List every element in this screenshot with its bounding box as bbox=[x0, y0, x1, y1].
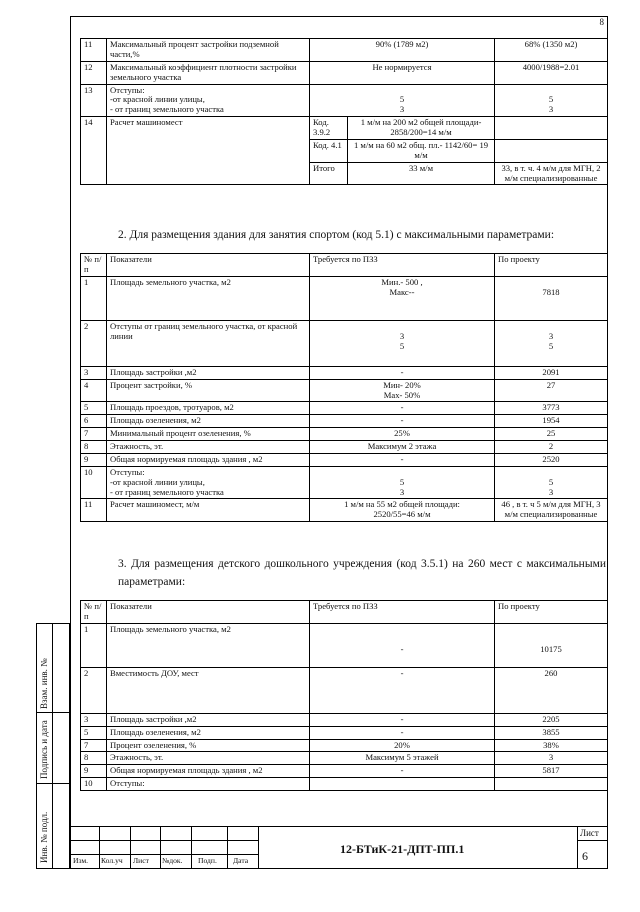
row-indicator: Общая нормируемая площадь здания , м2 bbox=[107, 765, 310, 778]
row-indicator: Отступы от границ земельного участка, от красной линии bbox=[107, 320, 310, 366]
row-project: 3773 bbox=[495, 402, 608, 415]
row-required bbox=[310, 778, 495, 791]
table-row bbox=[81, 499, 608, 522]
row-required: - bbox=[310, 713, 495, 726]
row-indicator: Этажность, эт. bbox=[107, 441, 310, 454]
row-required: 33 м/м bbox=[348, 162, 495, 185]
row-project: 2091 bbox=[495, 366, 608, 379]
row-indicator: Площадь земельного участка, м2 bbox=[107, 276, 310, 320]
row-project: 2520 bbox=[495, 453, 608, 466]
row-required: - bbox=[310, 623, 495, 667]
table-2 bbox=[80, 253, 608, 522]
row-indicator: Вместимость ДОУ, мест bbox=[107, 667, 310, 713]
tb-label-izm: Изм. bbox=[73, 856, 89, 865]
page-number: 8 bbox=[599, 17, 604, 27]
row-project: 5 3 bbox=[495, 466, 608, 499]
row-indicator: Общая нормируемая площадь здания , м2 bbox=[107, 453, 310, 466]
row-indicator: Расчет машиномест, м/м bbox=[107, 499, 310, 522]
row-required: 90% (1789 м2) bbox=[310, 39, 495, 62]
row-project: 3855 bbox=[495, 726, 608, 739]
row-indicator: Отступы: bbox=[107, 778, 310, 791]
row-number: 10 bbox=[81, 778, 107, 791]
table-row bbox=[81, 667, 608, 713]
row-number: 2 bbox=[81, 320, 107, 366]
row-required: - bbox=[310, 726, 495, 739]
table-1 bbox=[80, 38, 608, 185]
row-required: Максимум 5 этажей bbox=[310, 752, 495, 765]
row-number: 2 bbox=[81, 667, 107, 713]
row-project: 1954 bbox=[495, 415, 608, 428]
row-indicator: Площадь озеленения, м2 bbox=[107, 726, 310, 739]
side-label-podpis: Подпись и дата bbox=[39, 720, 49, 779]
table-3 bbox=[80, 600, 608, 791]
table-row bbox=[81, 441, 608, 454]
row-indicator: Расчет машиномест bbox=[107, 117, 310, 185]
row-required: - bbox=[310, 765, 495, 778]
tb-label-ndok: №док. bbox=[162, 856, 183, 865]
row-number: 14 bbox=[81, 117, 107, 185]
row-number: 11 bbox=[81, 499, 107, 522]
row-number: 4 bbox=[81, 379, 107, 402]
row-project: 3 5 bbox=[495, 320, 608, 366]
sheet-label: Лист bbox=[580, 828, 599, 838]
tb-label-podp: Подп. bbox=[198, 856, 217, 865]
row-indicator: Площадь озеленения, м2 bbox=[107, 415, 310, 428]
table-row bbox=[81, 453, 608, 466]
row-number: 3 bbox=[81, 713, 107, 726]
row-code: Код. 3.9.2 bbox=[310, 117, 348, 140]
row-indicator: Процент застройки, % bbox=[107, 379, 310, 402]
column-header: Требуется по ПЗЗ bbox=[310, 601, 495, 624]
row-number: 1 bbox=[81, 276, 107, 320]
row-number: 5 bbox=[81, 726, 107, 739]
row-required: - bbox=[310, 415, 495, 428]
row-number: 9 bbox=[81, 765, 107, 778]
doc-code: 12-БТиК-21-ДПТ-ПП.1 bbox=[340, 842, 465, 856]
side-label-inv: Инв. № подл. bbox=[39, 811, 49, 863]
row-indicator: Площадь проездов, тротуаров, м2 bbox=[107, 402, 310, 415]
row-indicator: Процент озеленения, % bbox=[107, 739, 310, 752]
row-number: 6 bbox=[81, 415, 107, 428]
row-project: 7818 bbox=[495, 276, 608, 320]
row-project: 260 bbox=[495, 667, 608, 713]
row-required: 5 3 bbox=[310, 84, 495, 117]
table-row bbox=[81, 84, 608, 117]
row-number: 9 bbox=[81, 453, 107, 466]
row-required: Максимум 2 этажа bbox=[310, 441, 495, 454]
table-row bbox=[81, 623, 608, 667]
row-required: - bbox=[310, 402, 495, 415]
title-block bbox=[70, 826, 608, 869]
table-row bbox=[81, 366, 608, 379]
row-indicator: Отступы: -от красной линии улицы, - от границ земельного участка bbox=[107, 466, 310, 499]
row-number: 3 bbox=[81, 366, 107, 379]
row-project bbox=[495, 117, 608, 140]
row-required: 25% bbox=[310, 428, 495, 441]
row-number: 1 bbox=[81, 623, 107, 667]
row-project: 68% (1350 м2) bbox=[495, 39, 608, 62]
row-code: Итого bbox=[310, 162, 348, 185]
row-code: Код. 4.1 bbox=[310, 139, 348, 162]
row-project: 25 bbox=[495, 428, 608, 441]
row-number: 8 bbox=[81, 441, 107, 454]
row-project: 5817 bbox=[495, 765, 608, 778]
heading-2: 2. Для размещения здания для занятия спортом (код 5.1) с максимальными параметрами: bbox=[118, 229, 555, 241]
table-row bbox=[81, 466, 608, 499]
row-required: Мин.- 500 , Макс-- bbox=[310, 276, 495, 320]
row-required: - bbox=[310, 366, 495, 379]
row-indicator: Максимальный коэффициент плотности застройки земельного участка bbox=[107, 61, 310, 84]
column-header: По проекту bbox=[495, 601, 608, 624]
row-required: - bbox=[310, 453, 495, 466]
table-row bbox=[81, 726, 608, 739]
table-row bbox=[81, 39, 608, 62]
column-header: Требуется по ПЗЗ bbox=[310, 254, 495, 277]
column-header: По проекту bbox=[495, 254, 608, 277]
tb-label-data: Дата bbox=[233, 856, 249, 865]
tb-label-koluch: Кол.уч bbox=[101, 856, 123, 865]
row-required: 20% bbox=[310, 739, 495, 752]
row-number: 5 bbox=[81, 402, 107, 415]
table-header-row bbox=[81, 601, 608, 624]
column-header: № п/п bbox=[81, 601, 107, 624]
table-row bbox=[81, 276, 608, 320]
row-required: 3 5 bbox=[310, 320, 495, 366]
table-row bbox=[81, 713, 608, 726]
row-project: 33, в т. ч. 4 м/м для МГН, 2 м/м специализированные bbox=[495, 162, 608, 185]
heading-3: 3. Для размещения детского дошкольного учреждения (код 3.5.1) на 260 мест с максимальными параметрами: bbox=[118, 558, 606, 588]
row-indicator: Площадь застройки ,м2 bbox=[107, 366, 310, 379]
row-project: 2205 bbox=[495, 713, 608, 726]
row-required: Не нормируется bbox=[310, 61, 495, 84]
row-project: 46 , в т. ч 5 м/м для МГН, 3 м/м специализированные bbox=[495, 499, 608, 522]
table-header-row bbox=[81, 254, 608, 277]
row-project: 27 bbox=[495, 379, 608, 402]
table-row bbox=[81, 117, 608, 140]
row-required: 1 м/м на 55 м2 общей площади: 2520/55=46 м/м bbox=[310, 499, 495, 522]
row-number: 7 bbox=[81, 428, 107, 441]
table-row bbox=[81, 765, 608, 778]
side-label-vzam: Взам. инв. № bbox=[39, 658, 49, 709]
tb-label-list: Лист bbox=[133, 856, 149, 865]
row-number: 10 bbox=[81, 466, 107, 499]
row-project: 5 3 bbox=[495, 84, 608, 117]
row-project bbox=[495, 778, 608, 791]
row-number: 11 bbox=[81, 39, 107, 62]
table-row bbox=[81, 61, 608, 84]
row-number: 8 bbox=[81, 752, 107, 765]
row-required: - bbox=[310, 667, 495, 713]
table-row bbox=[81, 402, 608, 415]
table-row bbox=[81, 415, 608, 428]
sheet-number: 6 bbox=[582, 849, 588, 863]
row-project: 10175 bbox=[495, 623, 608, 667]
row-indicator: Минимальный процент озеленения, % bbox=[107, 428, 310, 441]
row-indicator: Максимальный процент застройки подземной части,% bbox=[107, 39, 310, 62]
row-required: Мин- 20% Мах- 50% bbox=[310, 379, 495, 402]
row-number: 13 bbox=[81, 84, 107, 117]
row-indicator: Площадь земельного участка, м2 bbox=[107, 623, 310, 667]
table-row bbox=[81, 428, 608, 441]
row-indicator: Этажность, эт. bbox=[107, 752, 310, 765]
row-required: 1 м/м на 200 м2 общей площади- 2858/200=14 м/м bbox=[348, 117, 495, 140]
row-number: 7 bbox=[81, 739, 107, 752]
table-row bbox=[81, 739, 608, 752]
row-project: 38% bbox=[495, 739, 608, 752]
row-required: 5 3 bbox=[310, 466, 495, 499]
row-project: 3 bbox=[495, 752, 608, 765]
row-project bbox=[495, 139, 608, 162]
column-header: Показатели bbox=[107, 254, 310, 277]
table-row bbox=[81, 752, 608, 765]
column-header: № п/п bbox=[81, 254, 107, 277]
table-row bbox=[81, 320, 608, 366]
row-project: 2 bbox=[495, 441, 608, 454]
row-number: 12 bbox=[81, 61, 107, 84]
row-project: 4000/1988=2.01 bbox=[495, 61, 608, 84]
table-row bbox=[81, 379, 608, 402]
row-indicator: Отступы: -от красной линии улицы, - от границ земельного участка bbox=[107, 84, 310, 117]
column-header: Показатели bbox=[107, 601, 310, 624]
table-row bbox=[81, 778, 608, 791]
row-indicator: Площадь застройки ,м2 bbox=[107, 713, 310, 726]
side-stamp bbox=[36, 623, 70, 869]
row-required: 1 м/м на 60 м2 общ. пл.- 1142/60= 19 м/м bbox=[348, 139, 495, 162]
